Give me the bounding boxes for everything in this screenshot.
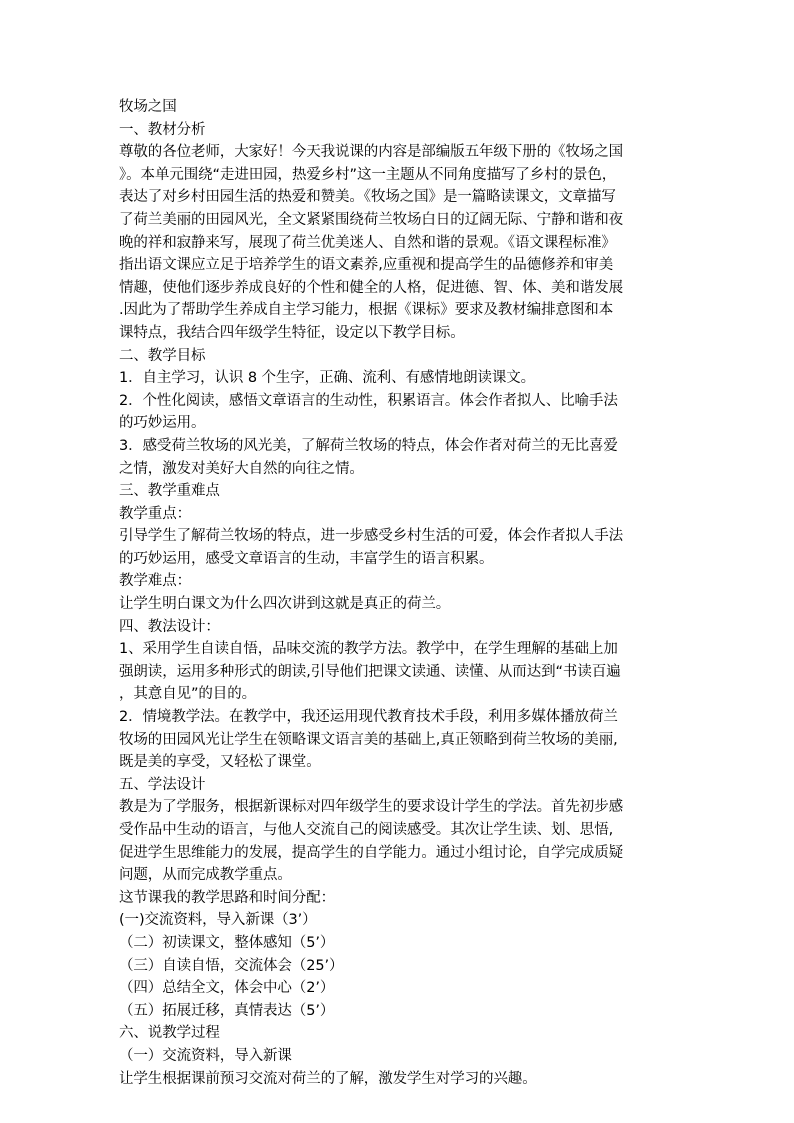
text-line: 强朗读，运用多种形式的朗读,引导他们把课文读通、读懂、从而达到“书读百遍 — [119, 663, 621, 680]
text-line: 1．自主学习，认识 8 个生字，正确、流利、有感情地朗读课文。 — [119, 370, 536, 387]
text-line: 的巧妙运用，感受文章语言的生动，丰富学生的语言积累。 — [119, 550, 494, 567]
text-line: 表达了对乡村田园生活的热爱和赞美。《牧场之国》是一篇略读课文，文章描写 — [119, 189, 616, 206]
text-line: （三）自读自悟，交流体会（25’） — [119, 957, 344, 974]
text-line: 指出语文课应立足于培养学生的语文素养,应重视和提高学生的品德修养和审美 — [119, 257, 614, 274]
text-line: 1、采用学生自读自悟，品味交流的教学方法。教学中，在学生理解的基础上加 — [119, 641, 618, 658]
text-line: 3．感受荷兰牧场的风光美，了解荷兰牧场的特点，体会作者对荷兰的无比喜爱 — [119, 437, 618, 454]
text-line: 六、说教学过程 — [119, 1025, 220, 1042]
text-line: 问题，从而完成教学重点。 — [119, 867, 292, 884]
text-line: 的巧妙运用。 — [119, 415, 206, 432]
text-line: 2．情境教学法。在教学中，我还运用现代教育技术手段，利用多媒体播放荷兰 — [119, 709, 618, 726]
text-line: 四、教法设计： — [119, 618, 220, 635]
text-line: （二）初读课文，整体感知（5’） — [119, 934, 335, 951]
document-title: 牧场之国 — [119, 99, 177, 115]
text-line: 情趣，使他们逐步养成良好的个性和健全的人格，促进德、智、体、美和谐发展 — [119, 279, 623, 296]
text-line: 教是为了学服务，根据新课标对四年级学生的要求设计学生的学法。首先初步感 — [119, 799, 623, 816]
text-line: 让学生明白课文为什么四次讲到这就是真正的荷兰。 — [119, 596, 451, 613]
text-line: 课特点，我结合四年级学生特征，设定以下教学目标。 — [119, 324, 465, 341]
text-line: 》。本单元围绕“走进田园，热爱乡村”这一主题从不同角度描写了乡村的景色， — [119, 166, 617, 183]
text-line: 教学难点： — [119, 573, 191, 590]
text-line: 引导学生了解荷兰牧场的特点，进一步感受乡村生活的可爱，体会作者拟人手法 — [119, 528, 623, 545]
text-line: 一、教材分析 — [119, 121, 206, 138]
text-line: (一)交流资料，导入新课（3’） — [119, 912, 317, 929]
text-line: （一）交流资料，导入新课 — [119, 1047, 292, 1064]
text-line: 既是美的享受，又轻松了课堂。 — [119, 754, 321, 771]
text-line: 受作品中生动的语言，与他人交流自己的阅读感受。其次让学生读、划、思悟, — [119, 822, 614, 838]
text-line: 三、教学重难点 — [119, 483, 220, 500]
text-line: 尊敬的各位老师，大家好！今天我说课的内容是部编版五年级下册的《牧场之国 — [119, 144, 623, 161]
document-body — [119, 96, 679, 1090]
text-line: 晚的祥和寂静来写，展现了荷兰优美迷人、自然和谐的景观。《语文课程标准》 — [119, 234, 616, 251]
text-line: 二、教学目标 — [119, 347, 206, 364]
text-line: （五）拓展迁移，真情表达（5’） — [119, 1002, 335, 1019]
text-line: 让学生根据课前预习交流对荷兰的了解，激发学生对学习的兴趣。 — [119, 1070, 537, 1087]
text-line: （四）总结全文，体会中心（2’） — [119, 980, 335, 997]
text-line: ，其意自见”的目的。 — [119, 686, 257, 703]
text-line: 之情，激发对美好大自然的向往之情。 — [119, 460, 364, 477]
text-line: 了荷兰美丽的田园风光，全文紧紧围绕荷兰牧场白日的辽阔无际、宁静和谐和夜 — [119, 211, 623, 228]
text-line: 促进学生思维能力的发展，提高学生的自学能力。通过小组讨论，自学完成质疑 — [119, 844, 623, 861]
text-line: 牧场的田园风光让学生在领略课文语言美的基础上,真正领略到荷兰牧场的美丽, — [119, 731, 618, 748]
text-line: .因此为了帮助学生养成自主学习能力，根据《课标》要求及教材编排意图和本 — [119, 302, 614, 319]
text-line: 这节课我的教学思路和时间分配： — [119, 889, 335, 906]
text-line: 2．个性化阅读，感悟文章语言的生动性，积累语言。体会作者拟人、比喻手法 — [119, 392, 618, 409]
text-line: 五、学法设计 — [119, 776, 206, 793]
text-line: 教学重点： — [119, 505, 191, 522]
